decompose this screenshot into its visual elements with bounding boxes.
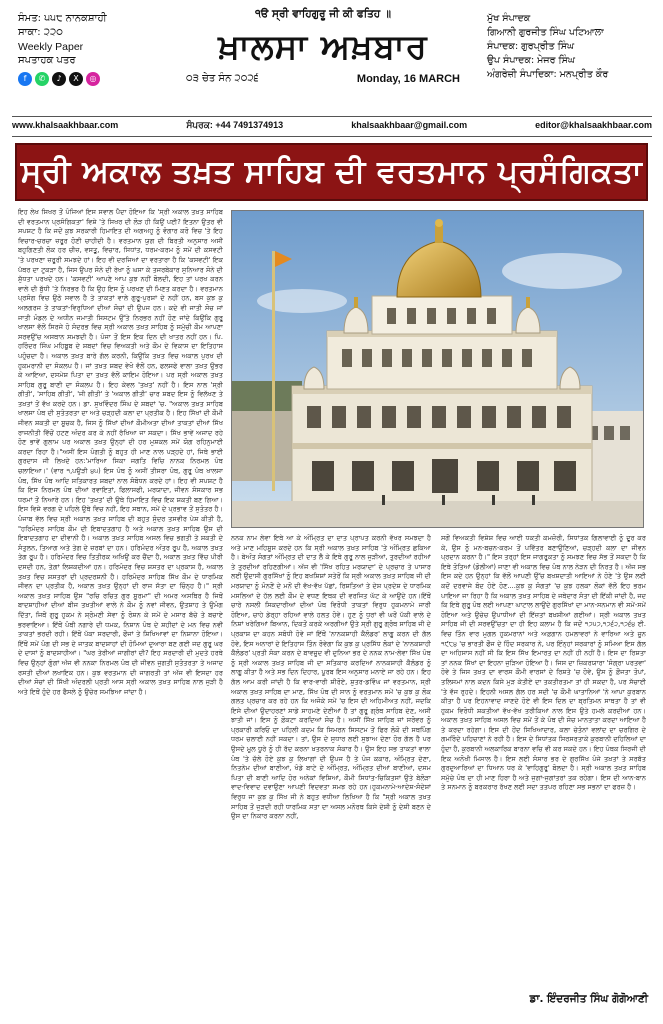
masthead-right	[487, 12, 657, 82]
whatsapp-icon[interactable]: ✆	[35, 72, 49, 86]
twitter-x-icon[interactable]: X	[69, 72, 83, 86]
website-link[interactable]: www.khalsaakhbaar.com	[12, 120, 119, 130]
masthead-divider	[12, 116, 652, 117]
weekly-paper-label: Weekly Paper	[18, 41, 84, 53]
date-english: Monday, 16 MARCH	[356, 73, 460, 85]
facebook-icon[interactable]: f	[18, 72, 32, 86]
newspaper-name: ਖ਼ਾਲਸਾ ਅਖ਼ਬਾਰ	[218, 27, 428, 67]
english-editor-name: ਅੰਗਰੇਜ਼ੀ ਸੰਪਾਦਿਕਾ: ਮਨਪ੍ਰੀਤ ਕੌਰ	[487, 69, 609, 80]
samvat-label: ਸੰਮਤ: ੫੫੮ ਨਾਨਕਸ਼ਾਹੀ	[18, 13, 107, 24]
social-icons	[18, 72, 148, 86]
email-link-editor[interactable]: editor@khalsaakhbaar.com	[535, 120, 652, 130]
chief-editor-label: ਮੁੱਖ ਸੰਪਾਦਕ	[487, 13, 531, 24]
dateline	[178, 73, 468, 85]
article-column-3: ਸਗੋਂ ਵਿਅਕਤੀ ਵਿਸ਼ੇਸ਼ ਵਿਚ ਆਈ ਧਕਤੀ ਕਮਜ਼ੋਰੀ, ਸਿਧਾਂਤਕ ਗਿਲਾਵਾਈ ਨੂੰ ਦੂਰ ਕਰ ਕੇ, ਉਸ ਨੂੰ ਮਨ-ਬਚਨ-ਕਰਮ ਤੋਂ ਪਵਿੱਤਰ ਬਣਾਉਣਿਆਂ, ਚੜ੍ਹਦੀ ਕਲਾ ਦਾ ਜੀਵਨ ਪ੍ਰਦਾਨ ਕਰਨਾ ਹੈ।" ਇਸ ਤਰ੍ਹਾਂ ਇਸ ਜਾਗਰੂਕਤਾ ਨੂੰ ਸਮਝਣ ਵਿਚ ਸੱਭ ਤੋਂ ਸਕਦਾ ਹੈ ਕਿ ਇਥੇ ਤੋਤਿਆਂ (ਡੋਲੀਆਂ) ਜਾਣਾ ਵੀ ਅਕਾਲ ਵਿਚ ਪੰਥ ਨਾਲ ਨੇੜਨ ਦੀ ਨਿਰਤ ਹੈ। ਅੱਜ ਸਭ ਇਸ ਕਦੇ ਹਨ ਉਨ੍ਹਾਂ ਕਿ ਵੱਲੋਂ ਆਪਣੀ ਉੱਚ ਬਖਸ਼ਦਾਤੀ ਆਇਆਂ ਨੇ ਹੋਣੇ 'ਤੇ ਉਸ ਲਈ ਕਦੋਂ ਦਰਵਾਜੇ ਬੰਦ ਹੋਏ ਹੋਣ....ਕੁਝ ਕੁ ਸੰਗਤਾਂ 'ਚ ਕੁਝ ਹਲਕਾ ਲੋਕਾਂ ਵੱਲੋਂ ਇਹ ਭਰਮ ਪਾਇਆ ਜਾ ਰਿਹਾ ਹੈ ਕਿ ਅਕਾਲ ਤਖ਼ਤ ਸਾਹਿਬ ਦੇ ਜਥੇਦਾਰ ਸੰਤਾ ਦੀ ਇੱਕੀ ਜਾਂਦੀ ਹੈ, ਜਦ ਕਿ ਇਥੇ ਗੁਰੂ ਪੰਥ ਲਈ ਆਪਣਾ ਘਾਟਾਲ ਲਾਉਂਦੇ ਗੁਰਸਿੱਖਾਂ ਦਾ ਮਾਨ-ਸਨਮਾਨ ਵੀ ਸਮੇਂ-ਸਮੇਂ ਹੋਇਆ ਅਤੇ ਉਚੇਚ ਉਪਾਧੀਆਂ ਦੀ ਇੱਜ਼ਤਾਂ ਬਖ਼ਸ਼ੀਆਂ ਗਈਆਂ। ਸ੍ਰੀ ਅਕਾਲ ਤਖ਼ਤ ਸਾਹਿਬ ਜੀ ਦੀ ਸਰਵਉੱਚਤਾ ਦਾ ਹੀ ਇਹ ਕਲਾਮ ਹੈ ਕਿ ਜਦੋਂ ੧੭੫੭,੧੭੬੨,੧੭੬੪ ਈ. ਵਿਚ ਤਿੰਨ ਵਾਰ ਮੁਗਲ ਹੁਕਮਰਾਨਾਂ ਅਤੇ ਅਫ਼ਗਾਨ ਹਮਲਾਵਰਾਂ ਨੇ ਵਾਰਿਆ ਅਤੇ ਜੂਨ ੧੯੮੪ 'ਚ ਭਾਰਤੀ ਫੌਜ ਦੇ ਹਿੰਦ ਸਰਕਾਰ ਨੇ, ਪਰ ਇੰਨ੍ਹਾਂ ਸਰਕਾਰਾਂ ਨੂੰ ਸਮਿਆ ਇਸ ਗੱਲ ਦਾ ਅਹਿਸਾਸ ਨਹੀਂ ਸੀ ਕਿ ਇਸ ਸਿੱਖ ਇਮਾਰਤ ਦਾ ਨਹੀਂ ਹੀ ਨਹੀਂ ਹੈ। ਇਸ ਦਾ ਰਿਸ਼ਤਾ ਤਾਂ ਨਨਕ ਸਿੱਖਾਂ ਦਾ ਇਹਨਾ ਜੁੜਿਆ ਹੋਇਆ ਹੈ। ਜਿਸ ਦਾ ਜ਼ਿਕਰਯਾਰਾ 'ਸੰਗ੍ਰਾ ਪਰਤਵਾ' ਹੋਵੇ ਤੇ ਜਿਸ ਤਖ਼ਤ ਦਾ ਵਾਰਸ ਕੌਮੀ ਵਾਰਸਾਂ ਦੇ ਰਿਸ਼ਤੇ 'ਚ ਹੋਵੇ, ਉਸ ਨੂੰ ਫ਼ੌਜਤਾ ਤੋਪਾਂ, ਤਲਿਸਮਾਂ ਨਾਲ ਕਦਨ ਕਿਸੇ ਮੁੜ ਕੇਤੀਏ ਦਾ ਤਕਤੀਰਤਮਾ ਤਾਂ ਹੀ ਸਕਦਾ ਹੈ, ਪਰ ਸੱਚਾਈ 'ਤੇ ਵੱਜ ਰੁਹਦੇ। ਇਹਨੀ ਅਸਲ ਗੱਲ ਹਰ ਸਦੀ 'ਚ ਕੌਮੀ ਘਾਤਾਨਿਆਂ 'ਨੇ ਆਪਾ ਕੁਰਬਾਨ ਕੀਤਾ ਹੈ ਪਰ ਇਹਨਾਵਾਦ ਜਾਣਦੇ ਹੋਏ ਵੀ ਇਸ ਦਿਲ ਦਾ ਬ੍ਰਤਿਮਨ ਸਾਥਤਾ ਹੈ ਤਾਂ ਵੀ ਹੁਕਮ ਵਿਰੋਧੀ ਸ਼ਕਤੀਆਂ ਵੱਖ-ਵੱਖ ਤਰੀਕਿਆਂ ਨਾਲ ਇਸ ਉਤੇ ਹਮਲੇ ਕਰਦੀਆਂ ਹਨ। ਅਕਾਲ ਤਖ਼ਤ ਸਾਹਿਬ ਅਸਲ ਵਿਚ ਸਮੇਂ ਤੋਂ ਕੇ ਪੰਥ ਦੀ ਸੋਚ ਮਾਨਤਾਤਾ ਕਰਦਾ ਆਇਆ ਹੈ ਤੇ ਕਰਦਾ ਰਹੇਗਾ। ਇਸ ਦੀ ਹੋਂਦ ਸਿਖਿਆਦਾਰ, ਕਲਾ ਚੇਤੰਨਾਂ ਵਲਾਂਦ ਦਾ ਚਰਗਿਰ ਦੇ ਗਮਰਿੰਦੇ ਪਹਿਚਾਣਾਂ ਨੇ ਰਹੀ ਹੈ। ਇਸ ਦੇ ਸਿਧਾਂਤਕ ਸਿਰਸਰਤਾਕੇ ਕੁਰਬਾਨੀ ਦਹਿਲਿਆਂ ਦਾ ਹੁੰਦਾ ਹੈ, ਕੁਰਬਾਨੀ ਅਲਕਾਰਿਕ ਬਾਰਨਾ ਵਚਿ ਵੀ ਕਰ ਸਕਦੇ ਹਨ। ਇਹ ਪੰਥਕ ਸਿਰਜੀ ਦੀ ਇਕ ਅਨੋਖੀ ਮਿਸਾਲ ਹੈ। ਇਸ ਲਈ ਸੰਸਾਰ ਭਰ ਦੇ ਗੁਰਸਿੱਖ ਪੰਜੇ ਤਖ਼ਤਾਂ ਤੇ ਸਰਬੱਤ ਗੁਰਦੁਆਰਿਆਂ ਦਾ ਧਿਆਨ ਧਰ ਕੇ 'ਵਾਹਿਗੁਰੂ' ਬੋਲਦਾ ਹੈ। ਸ੍ਰੀ ਅਕਾਲ ਤਖ਼ਤ ਸਾਹਿਬ ਸਮੁੱਚੇ ਪੰਥ ਦਾ ਹੀ ਮਾਣ ਹਿਰਾ ਹੈ ਅਤੇ ਜੁਗਾਂ-ਜੁਗਾਂਤਰਾਂ ਤਕ ਰਹੇਗਾ। ਇਸ ਦੀ ਆਨ-ਬਾਨ ਤੇ ਸਨਮਾਨ ਨੂੰ ਬਰਕਰਾਰ ਰੱਖਣ ਲਈ ਸਦਾ ਤਤਪਰ ਰਹਿਣਾ ਸਭ ਸਭਨਾਂ ਦਾ ਫਰਜ਼ ਹੈ।	[441, 534, 646, 792]
invocation: ੧ੳ ਸ੍ਰੀ ਵਾਹਿਗੁਰੂ ਜੀ ਕੀ ਫਤਿਹ ॥	[255, 8, 391, 20]
weekly-paper-punjabi-label: ਸਪਤਾਹਕ ਪਤਰ	[18, 55, 76, 66]
chief-editor-name: ਗਿਆਨੀ ਗੁਰਜੀਤ ਸਿੰਘ ਪਟਿਆਲਾ	[487, 27, 604, 38]
headline-banner	[15, 143, 648, 201]
masthead-center	[178, 8, 468, 85]
author-byline: ਡਾ. ਇੰਦਰਜੀਤ ਸਿੰਘ ਗੋਗੋਆਣੀ	[529, 993, 648, 1005]
masthead	[0, 0, 663, 132]
contact-bar	[12, 120, 652, 134]
article-headline: ਸ੍ਰੀ ਅਕਾਲ ਤਖ਼ਤ ਸਾਹਿਬ ਦੀ ਵਰਤਮਾਨ ਪ੍ਰਸੰਗਿਕਤਾ	[20, 153, 643, 190]
article-body	[18, 208, 646, 1016]
editor-name: ਸੰਪਾਦਕ: ਗੁਰਪ੍ਰੀਤ ਸਿੰਘ	[487, 41, 575, 52]
saka-label: ਸਾਕਾ: ੨੨੦	[18, 27, 63, 38]
date-punjabi: ੦੩ ਚੇਤ ਸੰਨ ੨੦੨੬	[186, 73, 259, 84]
akal-takht-photo	[231, 210, 644, 528]
tiktok-icon[interactable]: ♪	[52, 72, 66, 86]
phone-number: ਸੰਪਰਕ: +44 7491374913	[186, 120, 284, 130]
article-column-2: ਨਨਕ ਨਾਮ ਲੇਵਾ ਇਥੇ ਆ ਕੇ ਅੰਮ੍ਰਿਤ ਦਾ ਦਾਤ ਪ੍ਰਾਪਤ ਕਰਨੀ ਵੱਖਰ ਸਮਝਦਾ ਹੈ ਅਤੇ ਮਾਣ ਮਹਿਸੂਸ ਕਰਦੇ ਹਨ ਕਿ ਸ੍ਰੀ ਅਕਾਲ ਤਖ਼ਤ ਸਾਹਿਬ 'ਤੇ ਅੰਮ੍ਰਿਤ ਛਕਿਆ ਹੈ। ਬੇਅੰਤ ਸੰਗਤਾਂ ਅੰਮ੍ਰਿਤ ਦੀ ਦਾਤ ਲੈ ਕੇ ਇਥੇ ਗੁਰੂ ਨਾਲ ਜੁੜੀਆਂ, ਤੁਰਦੀਆਂ ਰਹੀਆਂ ਤੇ ਤੁਰਦੀਆਂ ਰਹਿਣਗੀਆਂ। ਅੱਜ ਵੀ 'ਸਿੱਖ ਰਹਿਤ ਮਰਯਾਦਾ' ਦੇ ਪ੍ਰਚਾਰ ਤੇ ਪਾਸਾਰ ਲਈ ਉਦਾਸੀ ਗੁਰਸਿੱਖਾਂ ਨੂੰ ਇਹ ਬਖਸ਼ਿਸ਼ਾਂ ਸਤੇਰੋਂ ਕਿ ਸ੍ਰੀ ਅਕਾਲ ਤਖ਼ਤ ਸਾਹਿਬ ਜੀ ਦੀ ਮਰਯਾਦਾ ਨੂੰ ਮੰਨਣੋਂ ਦੇ ਮਨੋਂ ਦੀ ਵੱਖ-ਵੱਖ ਪੱਛਾਂ, ਰਿਸ਼ਤਿਆਂ ਤੇ ਦੇਸ਼ ਪ੍ਰਦੇਸ਼ ਦੇ ਧਾਰਮਿਕ ਮਸਲਿਆਂ ਦੇ ਹੱਲ ਲਈ ਕੌਮ ਦੇ ਵਧਣ ਇਥਕ ਦੀ ਵਰਜਿਤ ਘੱਟ ਕੇ ਆਉਂਦੇ ਹਨ।ਇੱਥੋਂ ਚਾਰੇ ਨਸਲੀ ਸਿਕਦਾਰੀਆਂ ਦੀਆਂ ਪੰਥ ਵਿਰੋਧੀ ਤਾਕਤਾਂ ਵਿਰੁਧ ਹੁਕਮਨਾਮੇ ਜਾਰੀ ਹੋਇਆ, ਚਾਹੇ ਡੇਰ੍ਹਾ ਰਹਿਆਂ ਵਾਲੇ ਹਲਤ ਹੋਵੇ। ਹੁਣ ਨੂੰ ਧੁਰਾਂ ਵੀ ਘਰੋਂ ਪੱਕੀ ਵਾਲੇ ਦੇ ਨਿਸ਼ਾਂ ਖਰੇਗਿਆਂ ਬਿਆਨ, ਦਿਕਤੋਂ ਕਰਕੇ ਅਰਗੀਆਂ ਉਤੇ ਸ੍ਰੀ ਗੁਰੂ ਗ੍ਰੰਥ ਸਾਹਿਬ ਜੀ ਦੇ ਪ੍ਰਕਾਸ਼ ਦਾ ਕਹਨ ਸਬੰਧੀ ਹੋਵੇ ਜਾਂ ਇੱਥੋਂ 'ਨਾਨਕਸ਼ਾਹੀ ਕੈਲੰਡਰ' ਲਾਗੂ ਕਰਨ ਦੀ ਗੱਲ ਹੋਵੇ, ਇਸ ਅਨਾਰਾਂ ਦੇ ਇਤਿਹਾਸ ਤਿੰਨ ਰੋਵੇਗਾ ਕਿ ਕੁਝ ਕੁ ਪ੍ਰਸਿੱਧ ਲੋਕਾਂ ਦੇ 'ਨਾਨਕਸ਼ਾਹੀ ਕੈਲੰਡਰ' ਪ੍ਰਤੀ ਸੰਕਾ ਕਰਨ ਦੇ ਬਾਵਜੂਦ ਵੀ ਦੁਨਿਆ ਭਰ ਦੇ ਨਨਕ ਨਾਮ-ਲੇਵਾ ਸਿੱਖ ਪੰਥ ਨੂੰ ਸ੍ਰੀ ਅਕਾਲ ਤਖ਼ਤ ਸਾਹਿਬ ਜੀ ਦਾ ਸਤਿਕਾਰ ਕਰਦਿਆਂ ਨਾਨਕਸ਼ਾਹੀ ਕੈਲੰਡਰ ਨੂੰ ਲਾਗੂ ਕੀਤਾ ਹੈ ਅਤੇ ਸਭ ਦਿਨ ਦਿਹਾਰ, ਪੂਰਬ ਇਸ ਅਨੁਸਾਰ ਮਨਾਏ ਜਾ ਰਹੇ ਹਨ। ਇਹ ਗੱਲ ਆਮ ਕਰੀ ਜਾਂਦੀ ਹੈ ਕਿ ਵਾਰ-ਵਾਰੀ ਸ਼ੀਰੋਏ, ਸ਼ੁਤਰ-ਡਵਿੰਘ ਜਾਂ ਵਰਤਮਾਨ, ਸ੍ਰੀ ਅਕਾਲ ਤਖ਼ਤ ਸਾਹਿਬ ਦਾ ਮਾਣ, ਸਿੱਖ ਪੰਥ ਦੀ ਸਾਨ ਨੂੰ ਵਰਤਮਾਨ ਸਮੇਂ 'ਚ ਕੁਝ ਕੁ ਲੋਕ ਗਲਤ ਪ੍ਰਚਾਰ ਕਰ ਰਹੇ ਹਨ ਕਿ ਅਜੋਕੇ ਸਮੇਂ 'ਚ ਇਸ ਦੀ ਅਹਿਮੀਅਤ ਨਹੀਂ, ਜਦਕਿ ਇਸੇ ਦੀਆਂ ਉਦਾਹਰਣਾਂ ਸਾਡੇ ਸਾਹਮਣੇ ਦੇਣੀਆਂ ਹੈ ਤਾਂ ਗੁਰੂ ਗ੍ਰੰਥ ਸਾਹਿਬ ਦੇਣ, ਅਸੀਂ ਝਾਤੀ ਜਾਂ। ਇਸ ਨੂੰ ਫ਼ੋਕਟਾ ਕਰਦਿਆਂ ਸੋਚ ਹੈ। ਅਸੀਂ ਸਿੱਖ ਸਾਹਿਬ ਜਾਂ ਸਰੋਵਰ ਨੂੰ ਪ੍ਰਕਾਰੀ ਕਰਿਓ ਦਾ ਪਹਿਲੀ ਕਦਮ ਕਿ ਸਿਮਰਨ ਸਿਸਟਮ ਤੋਂ ਫਿਰ ਲੋਕੋ ਦੀ ਸਥਪਿੰਗ ਧਰਮ ਚਲਾਈ ਨਹੀਂ ਸਕਦਾ। ਤਾਂ, ਉਸ ਦੇ ਸੁਧਾਰ ਲਈ ਸੁਝਾਅ ਦੇਣਾ ਹੋਰ ਗੱਲ ਹੈ ਪਰ ਉਸਦੇ ਮੂਲ ਧੂਰੇ ਨੂੰ ਹੀ ਰੱਦ ਕਰਨਾ ਖ਼ਤਰਨਾਕ ਸੰਕਾਰ ਹੈ। ਉਸ ਇਹ ਸਭ ਤਾਕਤਾਂ ਵਾਲਾ ਪੰਥ 'ਤੇ ਚੱਲੇ ਹੋਏ ਕੁਝ ਕੁ ਲਿਖਾਗਾਂ ਦੀ ਉਪਜ ਹੈ ਤੇ ਪੰਜ ਕਕਾਰ, ਅੰਮ੍ਰਿਤ ਦੇਣਾ, ਨਿਤਨੇਮ ਦੀਆਂ ਬਾਣੀਆਂ, ਖੰਡੇ ਬਾਟੇ ਦੇ ਅੰਮ੍ਰਿਤ, ਅੰਮ੍ਰਿਤ ਦੀਆਂ ਬਾਣੀਆਂ, ਦਸਮ ਪਿਤਾ ਦੀ ਬਾਣੀ ਆਦਿ ਹੋਰ ਅਨੇਕਾਂ ਵਿਸ਼ਿਆਂ, ਕੌਮੀ ਸਿਧਾਂਤ-ਚਿਕਿਤਸਾਂ ਉਤੇ ਬੇਲੋੜਾ ਵਾਦ-ਵਿਵਾਦ ਦਵਾਉਣਾ ਆਪਣੀ ਵਿਦਵਤਾ ਸਮਝ ਰਹੇ ਹਨ।ਹੁਕਮਨਾਮੇ-ਆਦੇਸ਼-ਸੰਦੇਸ਼ਾਂ ਵਿਰੁਧ ਜਾ ਕੁਝ ਕੁ ਸਿੱਖ ਜੀ ਨੇ ਬਹੁਤ ਵਧੀਆ ਲਿਖਿਆ ਹੈ ਕਿ "ਸ੍ਰੀ ਅਕਾਲ ਤਖ਼ਤ ਸਾਹਿਬ ਤੋਂ ਜੁੜਦੀ ਰਹੀ ਧਾਰਮਿਕ ਸਤਾ ਦਾ ਅਸਲ ਮਨੋਰਥ ਕਿਸੇ ਦੇਸ਼ੀ ਨੂੰ ਦੇਸ਼ੀ ਬਣਨ ਦੇ ਉਸ ਦਾ ਨਿਕਾਰ ਕਰਨਾ ਨਹੀਂ,	[231, 534, 431, 821]
article-column-1: ਇਹ ਲੇਖ ਸਿਖਰ ਤੋਂ ਪੰਜਿਆਂ ਇਸ ਸਵਾਲ ਪੈਦਾ ਹੋਇਆ ਕਿ 'ਸ੍ਰੀ ਅਕਾਲ ਤਖ਼ਤ ਸਾਹਿਬ ਦੀ ਵਰਤਮਾਨ ਪ੍ਰਸੰਗਿਕਤਾ' ਵਿਸ਼ੇ 'ਤੇ ਸਿਖਰ ਦੀ ਲੋੜ ਹੀ ਕਿਉਂ ਪਈ? ਇਤਨਾ ਉਤਰ ਵੀ ਸਪਸ਼ਟ ਹੈ ਕਿ ਜਦੋਂ ਕੁਝ ਸਰਕਾਰੀ ਹਿਮਾਇਤ ਦੀ ਅਗਅਹੁ ਨੂੰ ਵੰਗਾਰ ਕਰੋ ਵਿਚ 'ਤੇ ਇਹ ਵਿਚਾਰ-ਚਰਚਾ ਜ਼ਰੂਰ ਹੋਣੀ ਚਾਹੀਦੀ ਹੈ। ਵਰਤਮਾਨ ਯੁਗ ਦੀ ਬਿਰਤੀ ਅਨੁਸਾਰ ਅਸੀਂ ਬਹੁਗਿਣਤੀ ਲੋਕ ਹਰ ਚੀਜ਼, ਵਸਤੂ, ਵਿਚਾਰ, ਸਿਧਾਂਤ, ਧਰਮ-ਕਰਮ ਨੂੰ ਸਮੇਂ ਦੀ ਕਸਵਟੀ 'ਤੇ ਪਰਖਣਾ ਜ਼ਰੂਰੀ ਸਮਝਦੇ ਹਾਂ। ਇਹ ਵੀ ਦਰਜਿਆਂ ਦਾ ਵਰਤਾਰਾ ਹੈ ਕਿ 'ਕਸਵਟੀ' ਇਕ ਪੱਥਰ ਦਾ ਟੁਕੜਾ ਹੈ, ਜਿਸ ਉਪਰ ਸੋਨੇ ਦੀ ਰੇਖਾ ਨੂੰ ਘਸਾ ਕੇ ਤਜਰਬੇਕਾਰ ਸੁਨਿਆਰ ਸੋਨੇ ਦੀ ਸ਼ੁੱਧਤਾ ਪਰਖਦੇ ਹਨ। 'ਕਸਵਟੀ' ਆਪਣੇ ਆਪ ਕੁਝ ਨਹੀਂ ਬੋਲਦੀ, ਇਹ ਤਾਂ ਪਰਖ ਕਰਨ ਵਾਲੇ ਦੀ ਬੁੱਧੀ 'ਤੇ ਨਿਰਭਰ ਹੈ ਕਿ ਉਹ ਇਸ ਨੂੰ ਪਰਖਣ ਦੀ ਮਿਣਤ ਕਰਦਾ ਹੈ। ਵਰਤਮਾਨ ਪ੍ਰਸੰਗ ਵਿਚ ਉਠੇ ਸਵਾਲ ਹੈ ਤੇ ਤਾਕਤਾਂ ਵਾਲੇ ਗੁਰੂ-ਪੁਰਸ਼ਾਂ ਦੇ ਨਹੀਂ ਹਨ, ਬਸ ਕੁਝ ਕੁ ਅਲਗਰਜ ਤੇ ਤਾਕਤਾਂ-ਵਿਰੁਧਿਆਂ ਦੀਆਂ ਸੋਚਾਂ ਦੀ ਉਪਜ ਹਨ। ਕਦੇ ਵੀ ਜਾਤੀ ਸੋਚ ਜਾਂ ਜਾਤੀ ਮੰਡਲ ਦੇ ਅਧੀਨ ਜਮਾਤੀ ਸਿਸਟਮ ਉੱਤੇ ਨਿਰਭਰ ਨਹੀਂ ਹੋਣ ਜਾਂਦੇ ਕਿਉਂਕਿ ਗੁਰੂ ਖਾਲਸਾ ਵੱਲੋਂ ਸਿਰਜੇ ਹੋ ਸੰਦਰਭ ਵਿਚ ਸ੍ਰੀ ਅਕਾਲ ਤਖ਼ਤ ਸਾਹਿਬ ਨੂੰ ਸਮੁੱਚੀ ਕੌਮ ਆਪਣਾ ਸਰਵਉੱਚ ਅਸਥਾਨ ਸਮਝਦੀ ਹੈ। ਪੰਜਾ ਤੋਂ ਇਸ ਇਕ ਦਿਨ ਦੀ ਖਾਤਰ ਨਹੀਂ ਹਨ। ਪਿ. ਹਰਿੰਦਰ ਸਿੰਘ ਮਹਿਬੂਬ ਦੇ ਸ਼ਬਦਾਂ ਵਿਚ ਵਿਅਕਤੀ ਅਤੇ ਕੌਮ ਦੇ ਵਿਕਾਸ ਦਾ ਇਤਿਹਾਸ ਪਹੁੰਚਦਾ ਹੈ। ਅਕਾਲ ਤਖ਼ਤ ਬਾਰੇ ਗੱਲ ਕਰਨੀ, ਕਿਉਂਕਿ ਤਖ਼ਤ ਵਿਚ ਅਕਾਲ ਪੁਰਖ ਦੀ ਹੁਕਮਰਾਨੀ ਦਾ ਸੰਕਲਪ ਹੈ। ਜਾਂ ਤਖ਼ਤ ਸ਼ਬਦ ਵੇਖੋ ਵੱਲੋਂ ਹਨ, ਫਲਸਫੇ ਵਾਲਾ ਤਖ਼ਤ ਉਭਰ ਕੇ ਆਇਆ, ਦਸਮੇਸ਼ ਪਿਤਾ ਦਾ ਤਖ਼ਤ ਵੱਲੋਂ ਕਾਇਮ ਹੋਇਆ। ਪਰ ਸ੍ਰੀ ਅਕਾਲ ਤਖ਼ਤ ਸਾਹਿਬ ਗੁਰੂ ਬਾਣੀ ਦਾ ਸੰਕਲਪ ਹੈ। ਇਹ ਕੇਵਲ 'ਤਖ਼ਤ' ਨਹੀਂ ਹੈ। ਇਸ ਨਾਲ 'ਸ੍ਰੀ ਗੀਤੀ', 'ਸਾਹਿਬ ਗੀਤੀ', 'ਜੀ ਗੀਤੀ' ਤੇ 'ਅਕਾਲ ਗੀਤੀ' ਚਾਰ ਸ਼ਬਦ ਇਸ ਨੂੰ ਵਿਲੱਖਣ ਤੇ ਤਖ਼ਤਾਂ ਤੋਂ ਵੱਖ ਕਰਦੇ ਹਨ। ਡਾ. ਸੁਖਵਿੰਦਰ ਸਿੰਘ ਦੇ ਸ਼ਬਦਾਂ 'ਚ. "ਅਕਾਲ ਤਖ਼ਤ ਸਾਹਿਬ ਖਾਲਸਾ ਪੰਥ ਦੀ ਸੁਤੰਤਰਤਾ ਦਾ ਅਤੇ ਚੜ੍ਹਦੀ ਕਲਾ ਦਾ ਪ੍ਰਤੀਕ ਹੈ। ਇਹ ਸਿੱਖਾਂ ਦੀ ਕੌਮੀ ਜੀਵਨ ਸ਼ਕਤੀ ਦਾ ਸੂਚਕ ਹੈ, ਜਿਸ ਨੂੰ ਸਿੱਖਾਂ ਦੀਆਂ ਕੌਮੀਅਤਾ ਦੀਆਂ ਤਾਕਤਾਂ ਦੀਆਂ ਸਿੱਖ ਰਾਜਨੀਤੀ ਵਿੱਚੋਂ ਹਟਣ ਅੰਦਰ ਕਰ ਕੇ ਨਹੀਂ ਰੱਖਿਆ ਜਾ ਸਕਦਾ। ਸਿੱਖ ਭਾਵੇਂ ਅਜਾਦ ਰਹੇ ਹੋਣ ਭਾਵੇਂ ਗੁਲਾਮ ਪਰ ਅਕਾਲ ਤਖ਼ਤ ਉਨ੍ਹਾਂ ਦੀ ਹਰ ਮੁਸ਼ਕਲ ਸਮੇਂ ਯੋਗ ਰਹਿਨੁਮਾਈ ਕਰਦਾ ਰਿਹਾ ਹੈ।"ਅਸੀਂ ਇਸ ਪੰਗਤੀ ਨੂੰ ਬਹੁਤ ਹੀ ਮਾਣ ਨਾਲ ਪੜ੍ਹਦੇ ਹਾਂ, ਜਿਥੇ ਭਾਈ ਗੁਰਦਾਸ ਜੀ ਲਿਖਦੇ ਹਨ:'ਮਾਰਿਆ ਸਿਕਾ ਜਗਤਿ ਵਿਚਿ ਨਾਨਕ ਨਿਰਮਲ ਪੰਥ ਚਲਾਇਆ।' (ਵਾਰ ੧,ਪਉੜੀ ੪੫) ਇਸ ਪੰਥ ਨੂੰ ਅਸੀਂ ਤੀਸਰਾ ਪੰਥ, ਗੁਰੂ ਪੰਥ ਖਾਲਸਾ ਪੰਥ, ਸਿੱਖ ਪੰਥ ਆਦਿ ਸਤਿਕਾਰਤ ਸ਼ਬਦਾਂ ਨਾਲ ਸੰਬੋਧਨ ਕਰਦੇ ਹਾਂ। ਇਹ ਵੀ ਸਪਸ਼ਟ ਹੈ ਕਿ ਇਸ ਨਿਰਮਲ ਪੰਥ ਦੀਆਂ ਰਵਾਇਤਾਂ, ਫਿਲਾਸਫੀ, ਮਰਯਾਦਾ, ਜੀਵਨ ਸੰਸਕਾਰ ਸਭ ਧਰਮਾਂ ਤੋਂ ਨਿਆਰੇ ਹਨ। ਇਹ 'ਤਖ਼ਤ' ਦੀ ਉਥੇ ਹਿਮਾਇਤ ਵਿਚ ਇਕ ਸ਼ਕਤੀ ਬਣ ਗਿਆ। ਇਸ ਵਿਸ਼ੇ ਵਰਗ ਦੇ ਪਹਿਲੇ ਉਥੇ ਵਿਚ ਨਹੀਂ, ਇਹ ਸਥਾਨ, ਸਮੇਂ ਦੇ ਪ੍ਰਭਾਵ ਤੋਂ ਸੁਤੰਤਰ ਹੈ। ਪੰਜਾਬ ਵੱਲ ਵਿਚ ਸ੍ਰੀ ਅਕਾਲ ਤਖ਼ਤ ਸਾਹਿਬ ਦੀ ਬਹੁਤ ਸੁੰਦਰ ਤਸਵੀਰ ਪੇਸ਼ ਕੀਤੀ ਹੈ, "ਹਰਿਮੰਦਰ ਸਾਹਿਬ ਕੌਮ ਦੀ ਇਬਾਦਤਗਾਹ ਹੈ ਅਤੇ ਅਕਾਲ ਤਖ਼ਤ ਸਾਹਿਬ ਉਸ ਦੀ ਇਬਾਦਤਗਾਹ ਦਾ ਦੀਵਾਨੀ ਹੈ। ਅਕਾਲ ਤਖ਼ਤ ਸਾਹਿਬ ਅਸਲ ਵਿਚ ਭਗਤੀ ਤੇ ਸ਼ਕਤੀ ਦੇ ਸੰਤੁਲਨ, ਤਿਆਗ ਅਤੇ ਤੇਗ ਦੇ ਜ਼ਰਬਾਂ ਦਾ ਹਨ। ਹਰਿਮੰਦਰ ਅੰਤਰ ਰੂਪ ਹੈ, ਅਕਾਲ ਤਖ਼ਤ ਤੇਗ ਰੂਪ ਹੈ। ਹਰਿਮੰਦਰ ਵਿਚ ਤਿਤੀਰਕ ਅਖਿਉਂ ਕਰ ਚੈਂਦਾ ਹੈ, ਅਕਾਲ ਤਖ਼ਤ ਵਿੱਚ ਪੀਰੀ ਦਸਦੀ ਹਨ, ਤੇਗ਼ਾਂ ਲਿਸ਼ਕਦੀਆਂ ਹਨ। ਹਰਿਮੰਦਰ ਵਿਚ ਸ਼ਸਤਰ ਦਾ ਪ੍ਰਕਾਸ਼ ਹੈ, ਅਕਾਲ ਤਖ਼ਤ ਵਿਚ ਸ਼ਸਤਰਾਂ ਦੀ ਪ੍ਰਦਰਸ਼ਨੀ ਹੈ। ਹਰਿਮੰਦਰ ਸਾਹਿਬ ਸਿੱਖ ਕੌਮ ਦੇ ਧਾਰਮਿਕ ਜੀਵਨ ਦਾ ਪ੍ਰਤੀਕ ਹੈ, ਅਕਾਲ ਤਖ਼ਤ ਉਨ੍ਹਾਂ ਦੀ ਰਾਜ ਸੱਤਾ ਦਾ ਚਿੰਨ੍ਹ ਹੈ।" ਸ੍ਰੀ ਅਕਾਲ ਤਖ਼ਤ ਸਾਹਿਬ ਉਸ "ਰਚਿ ਰਚਿਤ ਗੁਰ ਸੂਰਮਾ" ਦੀ ਅਮਰ ਅਸਥਿਰ ਹੈ ਜਿਥੋਂ ਬਾਦਸ਼ਾਹੀਆਂ ਦੀਆਂ ਬੀਜ ਤਖ਼ਤੀਆਂ ਵਾਲੇ ਨੇ ਕੌਮ ਨੂੰ ਨਵਾਂ ਜੀਵਨ, ਉਤਸ਼ਾਹ ਤੇ ਉਮੰਗ ਦਿੱਤਾ, ਜਿਥੋਂ ਗੁਰੂ ਹੁਕਮ ਨੇ ਸ਼੍ਰੋਮਣੀ ਸੇਵਾ ਨੂੰ ਰੋਸ਼ਨ ਕੇ ਸਮੇਂ ਦੇ ਮਸਾਰ ਬੱਚੇ ਤੇ ਬਚਾਏ ਭਰਵਾਇਆ। ਇੱਥੋਂ ਪੰਥੀ ਨਗਾਰੇ ਦੀ ਧਮਕ, ਨਿਸ਼ਾਨ ਪੰਥ ਦੇ ਸ਼ਹੀਦਾਂ ਦੇ ਮਨ ਵਿਚ ਨਵੀਂ ਤਾਕਤਾਂ ਭਰਦੀ ਰਹੀ। ਇੱਥੋਂ ਪੱਕਾ ਸਰਦਾਰੀ, ਫੌਜਾਂ ਤੇ ਸ਼ਿਖਿਆਵਾਂ ਦਾ ਨਿਸ਼ਾਨਾ ਹੋਇਆ। ਇੱਥੋਂ ਸਮੇਂ ਪੰਗ ਦੀ ਸਭ ਦੇ ਜਾਤਕ ਬਾਦਸ਼ਾਹਾਂ ਦੀ ਹੋਮਿਆਂ ਦੁਆਰਾ ਬਣ ਗਈ ਜਦ ਗੁਰੂ ਘਰ ਦੇ ਦਾਸਾਂ ਨੂੰ ਬਾਦਸ਼ਾਹੀਆਂ। "ਘਰ ਤੇਰੀਆਂ ਜਾਗੀਰਾਂ ਦੀ? ਇਹ ਸਰਦਾਰੀ ਦੀ ਮੁਦਤੇ ਹਰਥੇ ਵਿਚ ਉਨ੍ਹਾਂ ਗੁੰਗਾਂ ਅੱਜ ਵੀ ਨਨਕਾ ਨਿਰਮਲ ਪੰਥ ਦੀ ਜੀਵਨ ਜੁਗਤੀ ਸੁਤੰਤਰਤਾ ਤੇ ਅਜਾਦ ਰਸਤੀ ਦੀਆਂ ਲਖਾਇਕ ਹਨ। ਕੁਝ ਵਰਤਮਾਨ ਦੀ ਜਾਗਰਤੀ ਤਾਂ ਅੱਜ ਵੀ ਇਸਦਾ ਹਰ ਦੀਆਂ ਸੋਚਾਂ ਦੀ ਸਿੱਖੀ ਅੰਦਰਲੀ ਪ੍ਰਤੀ ਆਸ ਸ੍ਰੀ ਅਕਾਲ ਤਖ਼ਤ ਸਾਹਿਬ ਨਾਲ ਜੁੜੀ ਹੈ ਅਤੇ ਇਥੋਂ ਹੁੰਦੇ ਹਰ ਫੈਸਲੇ ਨੂੰ ਉਚੇਰ ਸਮਝਿਆ ਜਾਂਦਾ ਹੈ।	[18, 208, 223, 696]
akal-takht-illustration	[232, 211, 644, 528]
contact-divider	[12, 136, 652, 137]
masthead-left	[18, 12, 148, 86]
instagram-icon[interactable]: ◎	[86, 72, 100, 86]
deputy-editor-name: ਉਪ ਸੰਪਾਦਕ: ਮੇਜਰ ਸਿੰਘ	[487, 55, 575, 66]
email-link-primary[interactable]: khalsaakhbaar@gmail.com	[351, 120, 468, 130]
